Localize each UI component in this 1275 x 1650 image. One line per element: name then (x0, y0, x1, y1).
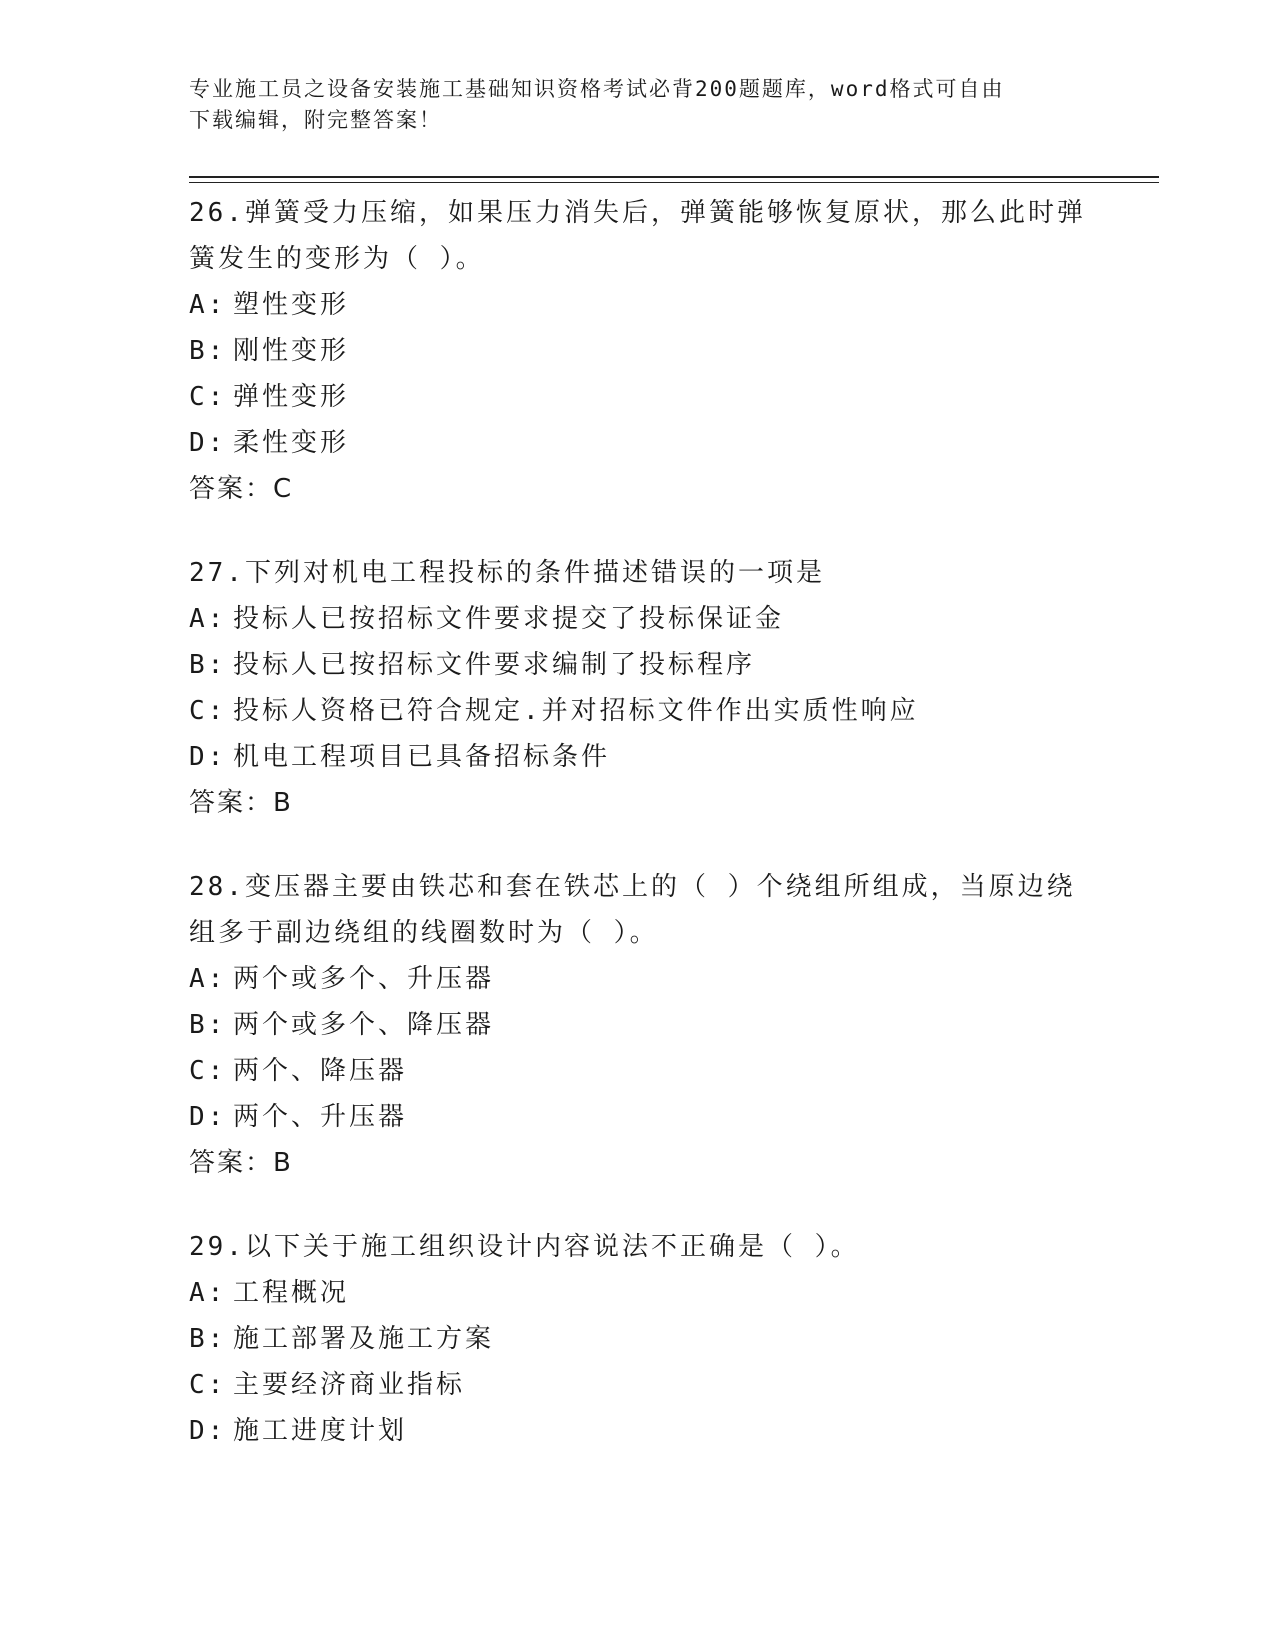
option-letter: D: (189, 742, 227, 772)
option-letter: B: (189, 336, 227, 366)
question-stem: 28.变压器主要由铁芯和套在铁芯上的（ ）个绕组所组成，当原边绕 (189, 872, 1076, 902)
header-line-1: 专业施工员之设备安装施工基础知识资格考试必背200题题库，word格式可自由 (189, 77, 1005, 101)
option-d (189, 1094, 1139, 1140)
option-a (189, 956, 1139, 1002)
option-text: 施工进度计划 (233, 1416, 408, 1446)
option-c (189, 1362, 1139, 1408)
question-28 (189, 864, 1139, 1186)
option-letter: D: (189, 428, 227, 458)
option-text: 投标人已按招标文件要求编制了投标程序 (233, 650, 756, 680)
option-b (189, 642, 1139, 688)
option-letter: A: (189, 964, 227, 994)
question-stem: 29.以下关于施工组织设计内容说法不正确是（ ）。 (189, 1232, 860, 1262)
option-text: 机电工程项目已具备招标条件 (233, 742, 611, 772)
question-stem: 26.弹簧受力压缩，如果压力消失后，弹簧能够恢复原状，那么此时弹 (189, 198, 1086, 228)
answer-line: 答案：B (189, 788, 293, 818)
header-divider-thick (189, 176, 1159, 178)
question-29 (189, 1224, 1139, 1454)
option-b (189, 1316, 1139, 1362)
question-stem: 簧发生的变形为（ ）。 (189, 244, 485, 274)
option-text: 塑性变形 (233, 290, 350, 320)
option-a (189, 1270, 1139, 1316)
option-letter: A: (189, 1278, 227, 1308)
option-c (189, 374, 1139, 420)
option-d (189, 734, 1139, 780)
option-text: 两个、降压器 (233, 1056, 408, 1086)
option-a (189, 596, 1139, 642)
option-letter: C: (189, 1056, 227, 1086)
question-stem: 组多于副边绕组的线圈数时为（ ）。 (189, 918, 659, 948)
option-letter: B: (189, 650, 227, 680)
option-letter: C: (189, 696, 227, 726)
option-text: 两个、升压器 (233, 1102, 408, 1132)
question-27 (189, 550, 1139, 826)
option-letter: C: (189, 382, 227, 412)
option-letter: A: (189, 604, 227, 634)
option-letter: D: (189, 1416, 227, 1446)
header-line-2: 下载编辑，附完整答案！ (189, 108, 442, 132)
option-text: 施工部署及施工方案 (233, 1324, 495, 1354)
option-c (189, 688, 1139, 734)
option-b (189, 1002, 1139, 1048)
question-26 (189, 190, 1139, 512)
option-letter: C: (189, 1370, 227, 1400)
option-text: 两个或多个、升压器 (233, 964, 495, 994)
option-text: 柔性变形 (233, 428, 350, 458)
option-text: 工程概况 (233, 1278, 350, 1308)
question-stem: 27.下列对机电工程投标的条件描述错误的一项是 (189, 558, 825, 588)
option-letter: A: (189, 290, 227, 320)
option-letter: B: (189, 1324, 227, 1354)
option-b (189, 328, 1139, 374)
option-text: 投标人已按招标文件要求提交了投标保证金 (233, 604, 785, 634)
answer-line: 答案：C (189, 474, 294, 504)
option-text: 弹性变形 (233, 382, 350, 412)
header-divider-thin (189, 182, 1159, 183)
option-letter: D: (189, 1102, 227, 1132)
question-list (189, 190, 1139, 1492)
option-d (189, 420, 1139, 466)
option-d (189, 1408, 1139, 1454)
option-text: 投标人资格已符合规定.并对招标文件作出实质性响应 (233, 696, 919, 726)
option-text: 刚性变形 (233, 336, 350, 366)
option-c (189, 1048, 1139, 1094)
option-text: 两个或多个、降压器 (233, 1010, 495, 1040)
answer-line: 答案：B (189, 1148, 293, 1178)
option-text: 主要经济商业指标 (233, 1370, 466, 1400)
document-header (189, 74, 1079, 136)
option-a (189, 282, 1139, 328)
option-letter: B: (189, 1010, 227, 1040)
